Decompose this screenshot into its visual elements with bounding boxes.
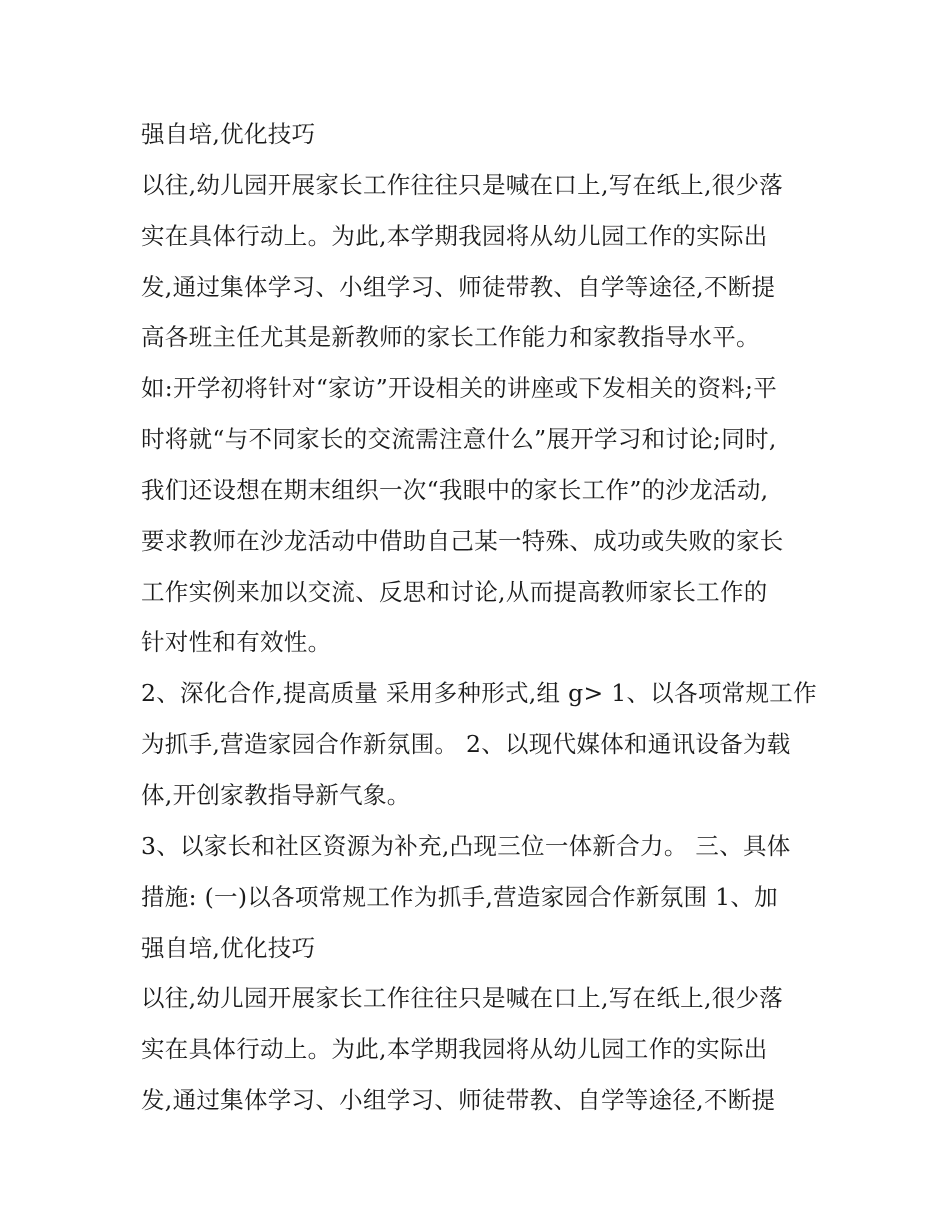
text-line: 工作实例来加以交流、反思和讨论,从而提高教师家长工作的 [141,577,768,606]
text-line: 为抓手,营造家园合作新氛围。 2、以现代媒体和通讯设备为载 [141,730,791,759]
text-line: 发,通过集体学习、小组学习、师徒带教、自学等途径,不断提 [141,1086,776,1115]
text-line: 如:开学初将针对“家访”开设相关的讲座或下发相关的资料;平 [141,374,778,403]
text-line: 我们还设想在期末组织一次“我眼中的家长工作”的沙龙活动, [141,475,769,504]
text-line: 以往,幼儿园开展家长工作往往只是喊在口上,写在纸上,很少落 [141,984,784,1013]
text-line: 3、以家长和社区资源为补充,凸现三位一体新合力。 三、具体 [141,831,791,860]
text-line: 措施: (一)以各项常规工作为抓手,营造家园合作新氛围 1、加 [141,882,778,911]
text-line: 高各班主任尤其是新教师的家长工作能力和家教指导水平。 [141,323,760,352]
text-line: 体,开创家教指导新气象。 [141,780,411,809]
text-line: 实在具体行动上。为此,本学期我园将从幼儿园工作的实际出 [141,1035,768,1064]
text-line: 要求教师在沙龙活动中借助自己某一特殊、成功或失败的家长 [141,526,784,555]
text-line: 实在具体行动上。为此,本学期我园将从幼儿园工作的实际出 [141,221,768,250]
text-line: 强自培,优化技巧 [141,933,316,962]
document-body [141,109,821,1126]
text-line: 强自培,优化技巧 [141,120,316,148]
text-line: 以往,幼儿园开展家长工作往往只是喊在口上,写在纸上,很少落 [141,170,784,199]
text-line: 发,通过集体学习、小组学习、师徒带教、自学等途径,不断提 [141,272,776,301]
text-line: 针对性和有效性。 [141,628,332,657]
text-line: 时将就“与不同家长的交流需注意什么”展开学习和讨论;同时, [141,425,777,454]
text-line: 2、深化合作,提高质量 采用多种形式,组 g> 1、以各项常规工作 [141,679,817,708]
